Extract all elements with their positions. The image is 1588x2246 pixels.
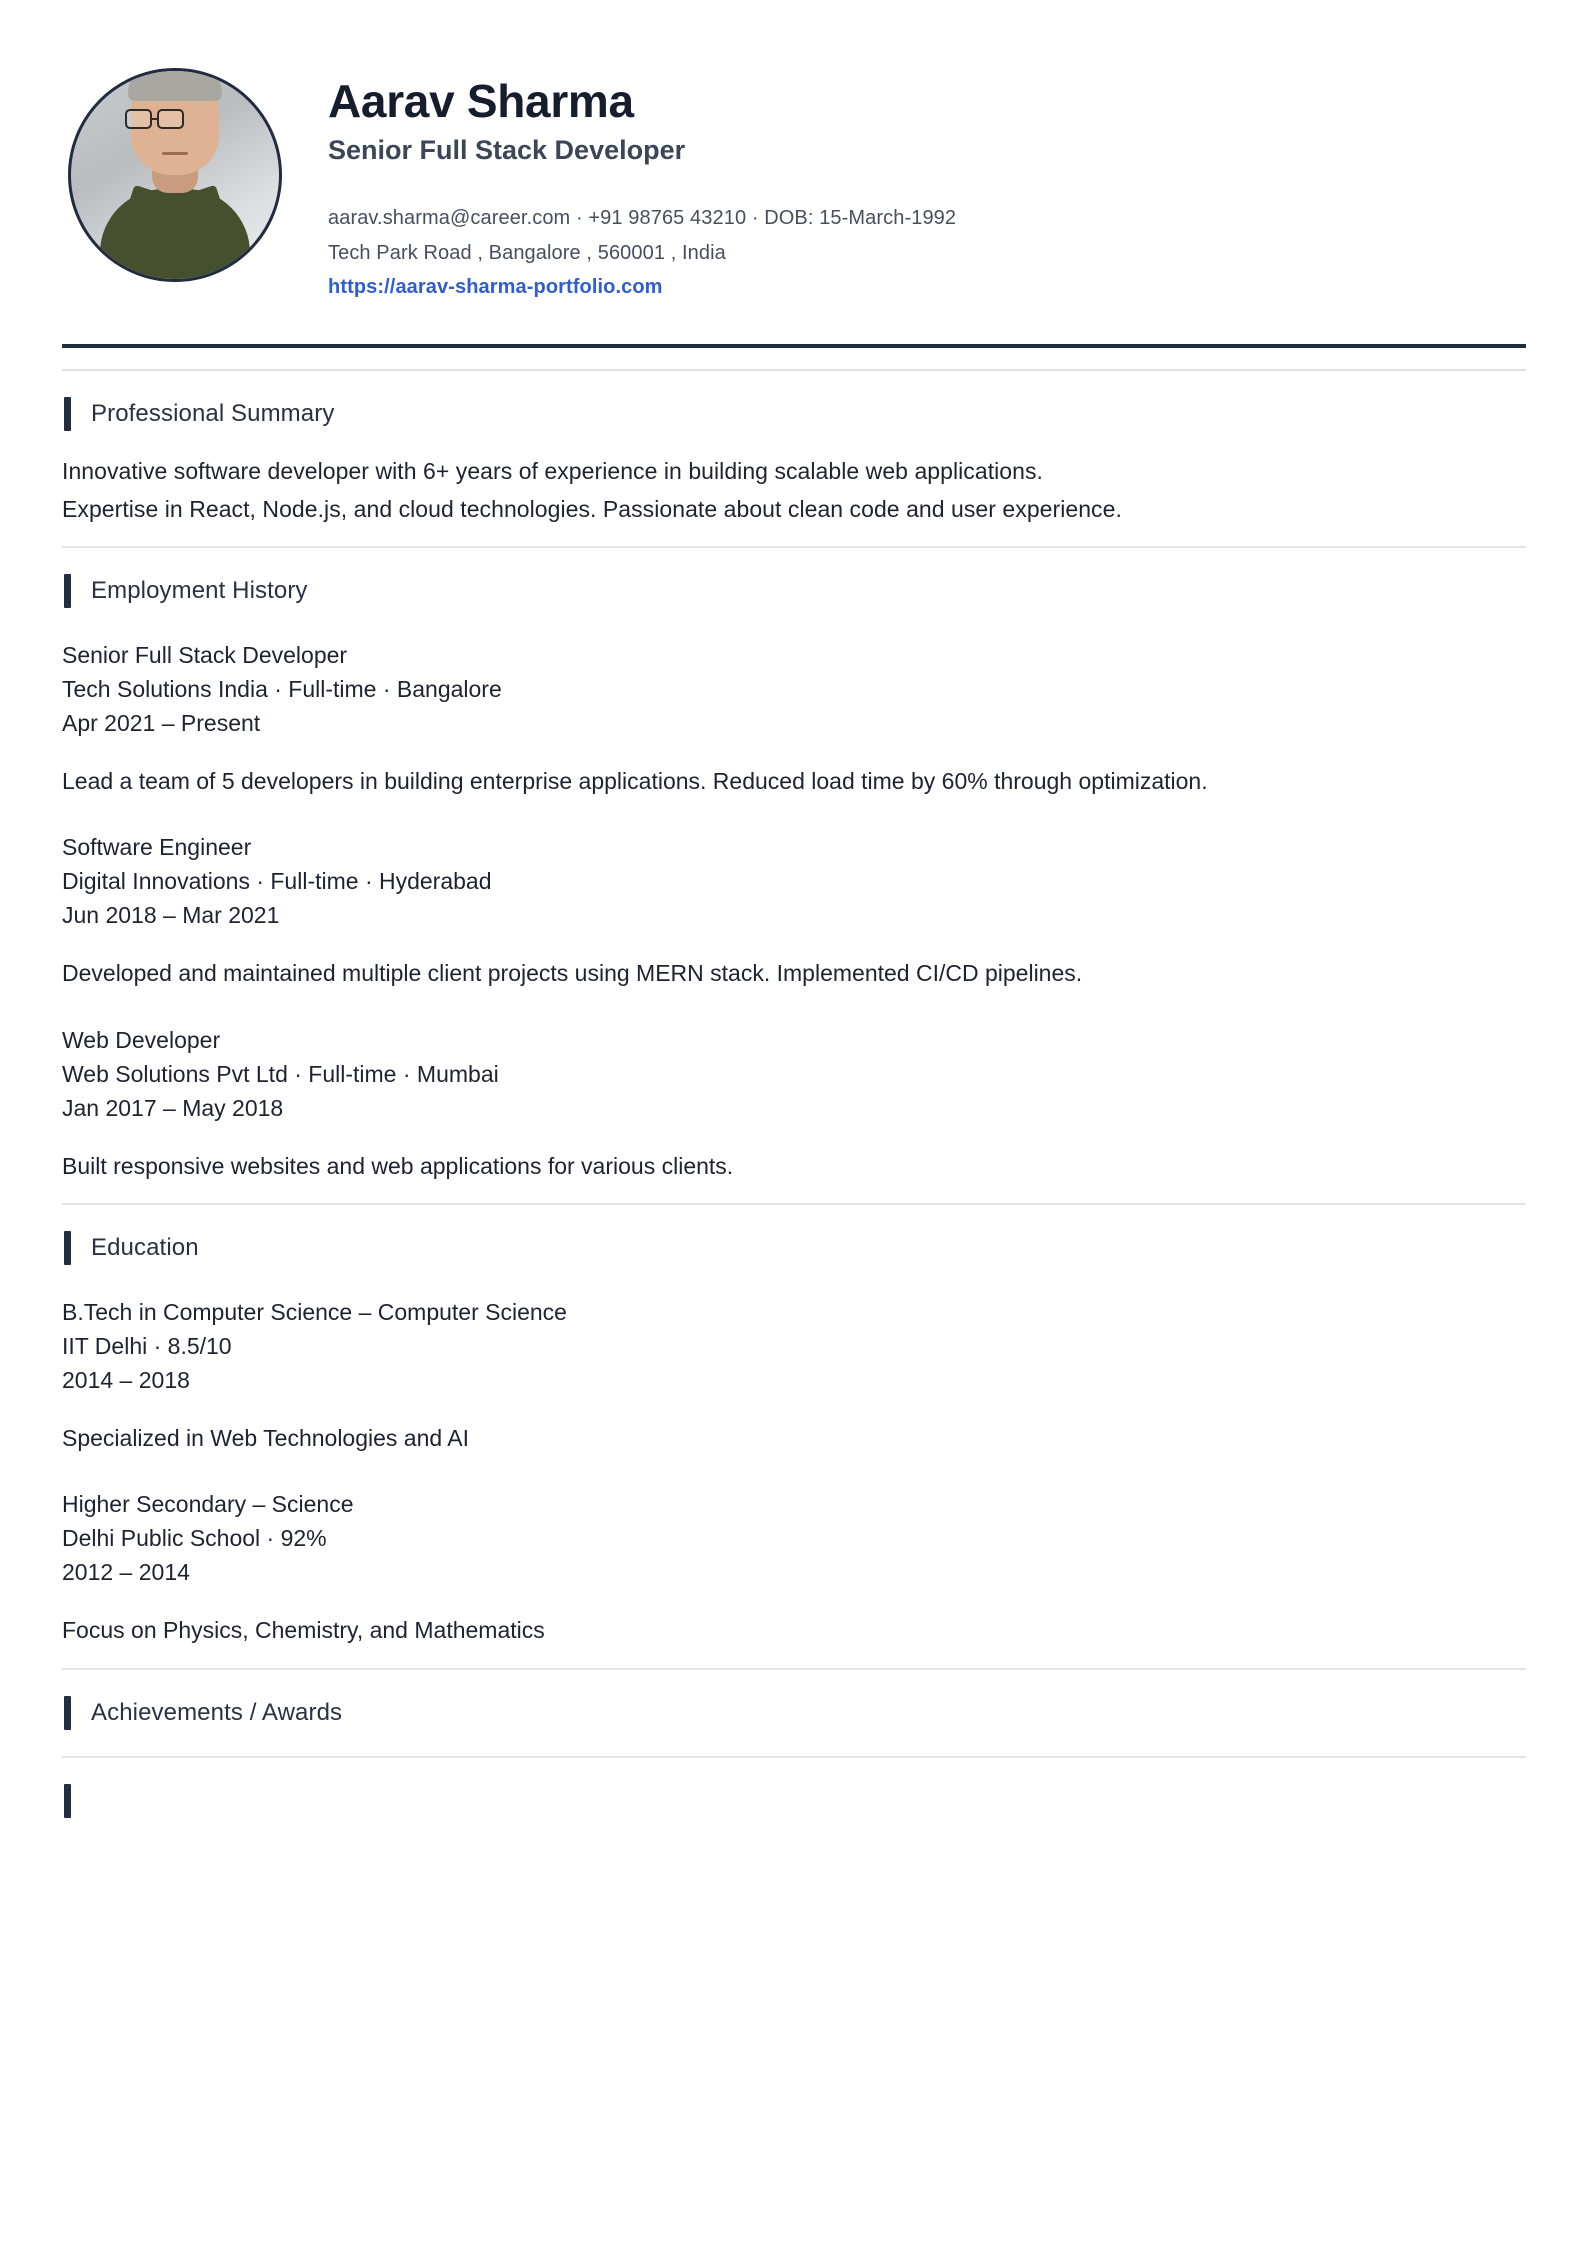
header-text-block <box>328 62 1526 304</box>
header-strong-rule <box>62 344 1526 348</box>
employment-meta: Web Solutions Pvt Ltd · Full-time · Mumbai <box>62 1060 499 1087</box>
section-header-education <box>62 1231 1526 1265</box>
page-title: Aarav Sharma <box>328 75 634 127</box>
employment-role: Senior Full Stack Developer <box>62 641 348 668</box>
contact-line-email-phone-dob: aarav.sharma@career.com · +91 98765 43210 · DOB: 15-March-1992 <box>328 207 957 230</box>
section-next-cutoff <box>62 1784 1526 1818</box>
resume-header <box>62 62 1526 304</box>
education-dates: 2014 – 2018 <box>62 1367 190 1394</box>
education-entry <box>62 1487 1526 1649</box>
employment-entry <box>62 638 1526 800</box>
contact-block <box>328 201 1526 304</box>
section-header-employment <box>62 574 1526 608</box>
avatar-glasses-bridge <box>152 118 158 121</box>
section-header-summary <box>62 397 1526 431</box>
section-divider-summary <box>62 546 1526 548</box>
education-degree: B.Tech in Computer Science – Computer Science <box>62 1298 567 1325</box>
education-institution: Delhi Public School · 92% <box>62 1525 327 1552</box>
education-entry <box>62 1295 1526 1457</box>
section-education <box>62 1231 1526 1670</box>
education-institution: IIT Delhi · 8.5/10 <box>62 1333 232 1359</box>
summary-body <box>62 453 1526 528</box>
section-professional-summary <box>62 397 1526 548</box>
avatar-hair <box>128 68 222 101</box>
education-dates: 2012 – 2014 <box>62 1559 190 1586</box>
summary-line-2: Expertise in React, Node.js, and cloud technologies. Passionate about clean code and user experience. <box>62 495 1122 522</box>
education-description: Focus on Physics, Chemistry, and Mathematics <box>62 1617 545 1644</box>
section-title-summary: Professional Summary <box>91 400 335 428</box>
section-title-education: Education <box>91 1233 199 1261</box>
section-divider-achievements <box>62 1756 1526 1758</box>
section-title-employment: Employment History <box>91 576 308 604</box>
section-divider-education <box>62 1668 1526 1670</box>
education-degree: Higher Secondary – Science <box>62 1491 354 1518</box>
section-accent-bar-icon <box>64 397 71 431</box>
section-accent-bar-icon <box>64 574 71 608</box>
employment-description: Lead a team of 5 developers in building enterprise applications. Reduced load time by 60% through optimization. <box>62 768 1208 795</box>
employment-dates: Apr 2021 – Present <box>62 710 261 736</box>
employment-description: Developed and maintained multiple client projects using MERN stack. Implemented CI/CD pipelines. <box>62 960 1083 987</box>
employment-description: Built responsive websites and web applications for various clients. <box>62 1152 734 1179</box>
avatar-mouth <box>162 152 188 155</box>
employment-role: Web Developer <box>62 1026 221 1053</box>
employment-meta: Tech Solutions India · Full-time · Bangalore <box>62 675 502 702</box>
avatar-shirt <box>100 189 250 282</box>
employment-entry <box>62 1023 1526 1185</box>
header-job-title: Senior Full Stack Developer <box>328 134 686 165</box>
avatar <box>68 68 282 282</box>
employment-dates: Jan 2017 – May 2018 <box>62 1094 284 1121</box>
header-light-rule <box>62 369 1526 371</box>
avatar-glasses-right <box>157 109 184 129</box>
section-divider-employment <box>62 1203 1526 1205</box>
section-employment-history <box>62 574 1526 1205</box>
achievements-empty-body <box>62 1730 1526 1738</box>
section-header-next <box>62 1784 1526 1818</box>
employment-entry <box>62 830 1526 992</box>
employment-role: Software Engineer <box>62 834 252 861</box>
education-description: Specialized in Web Technologies and AI <box>62 1425 470 1452</box>
section-accent-bar-icon <box>64 1231 71 1265</box>
avatar-glasses-left <box>125 109 152 129</box>
contact-line-address: Tech Park Road , Bangalore , 560001 , India <box>328 241 726 264</box>
section-title-achievements: Achievements / Awards <box>91 1698 343 1726</box>
portfolio-link[interactable]: https://aarav-sharma-portfolio.com <box>328 276 663 299</box>
section-accent-bar-icon <box>64 1784 71 1818</box>
section-header-achievements <box>62 1696 1526 1730</box>
employment-meta: Digital Innovations · Full-time · Hyderabad <box>62 868 492 895</box>
employment-dates: Jun 2018 – Mar 2021 <box>62 902 280 929</box>
summary-line-1: Innovative software developer with 6+ years of experience in building scalable web applications. <box>62 458 1043 485</box>
section-accent-bar-icon <box>64 1696 71 1730</box>
section-achievements-awards <box>62 1696 1526 1758</box>
